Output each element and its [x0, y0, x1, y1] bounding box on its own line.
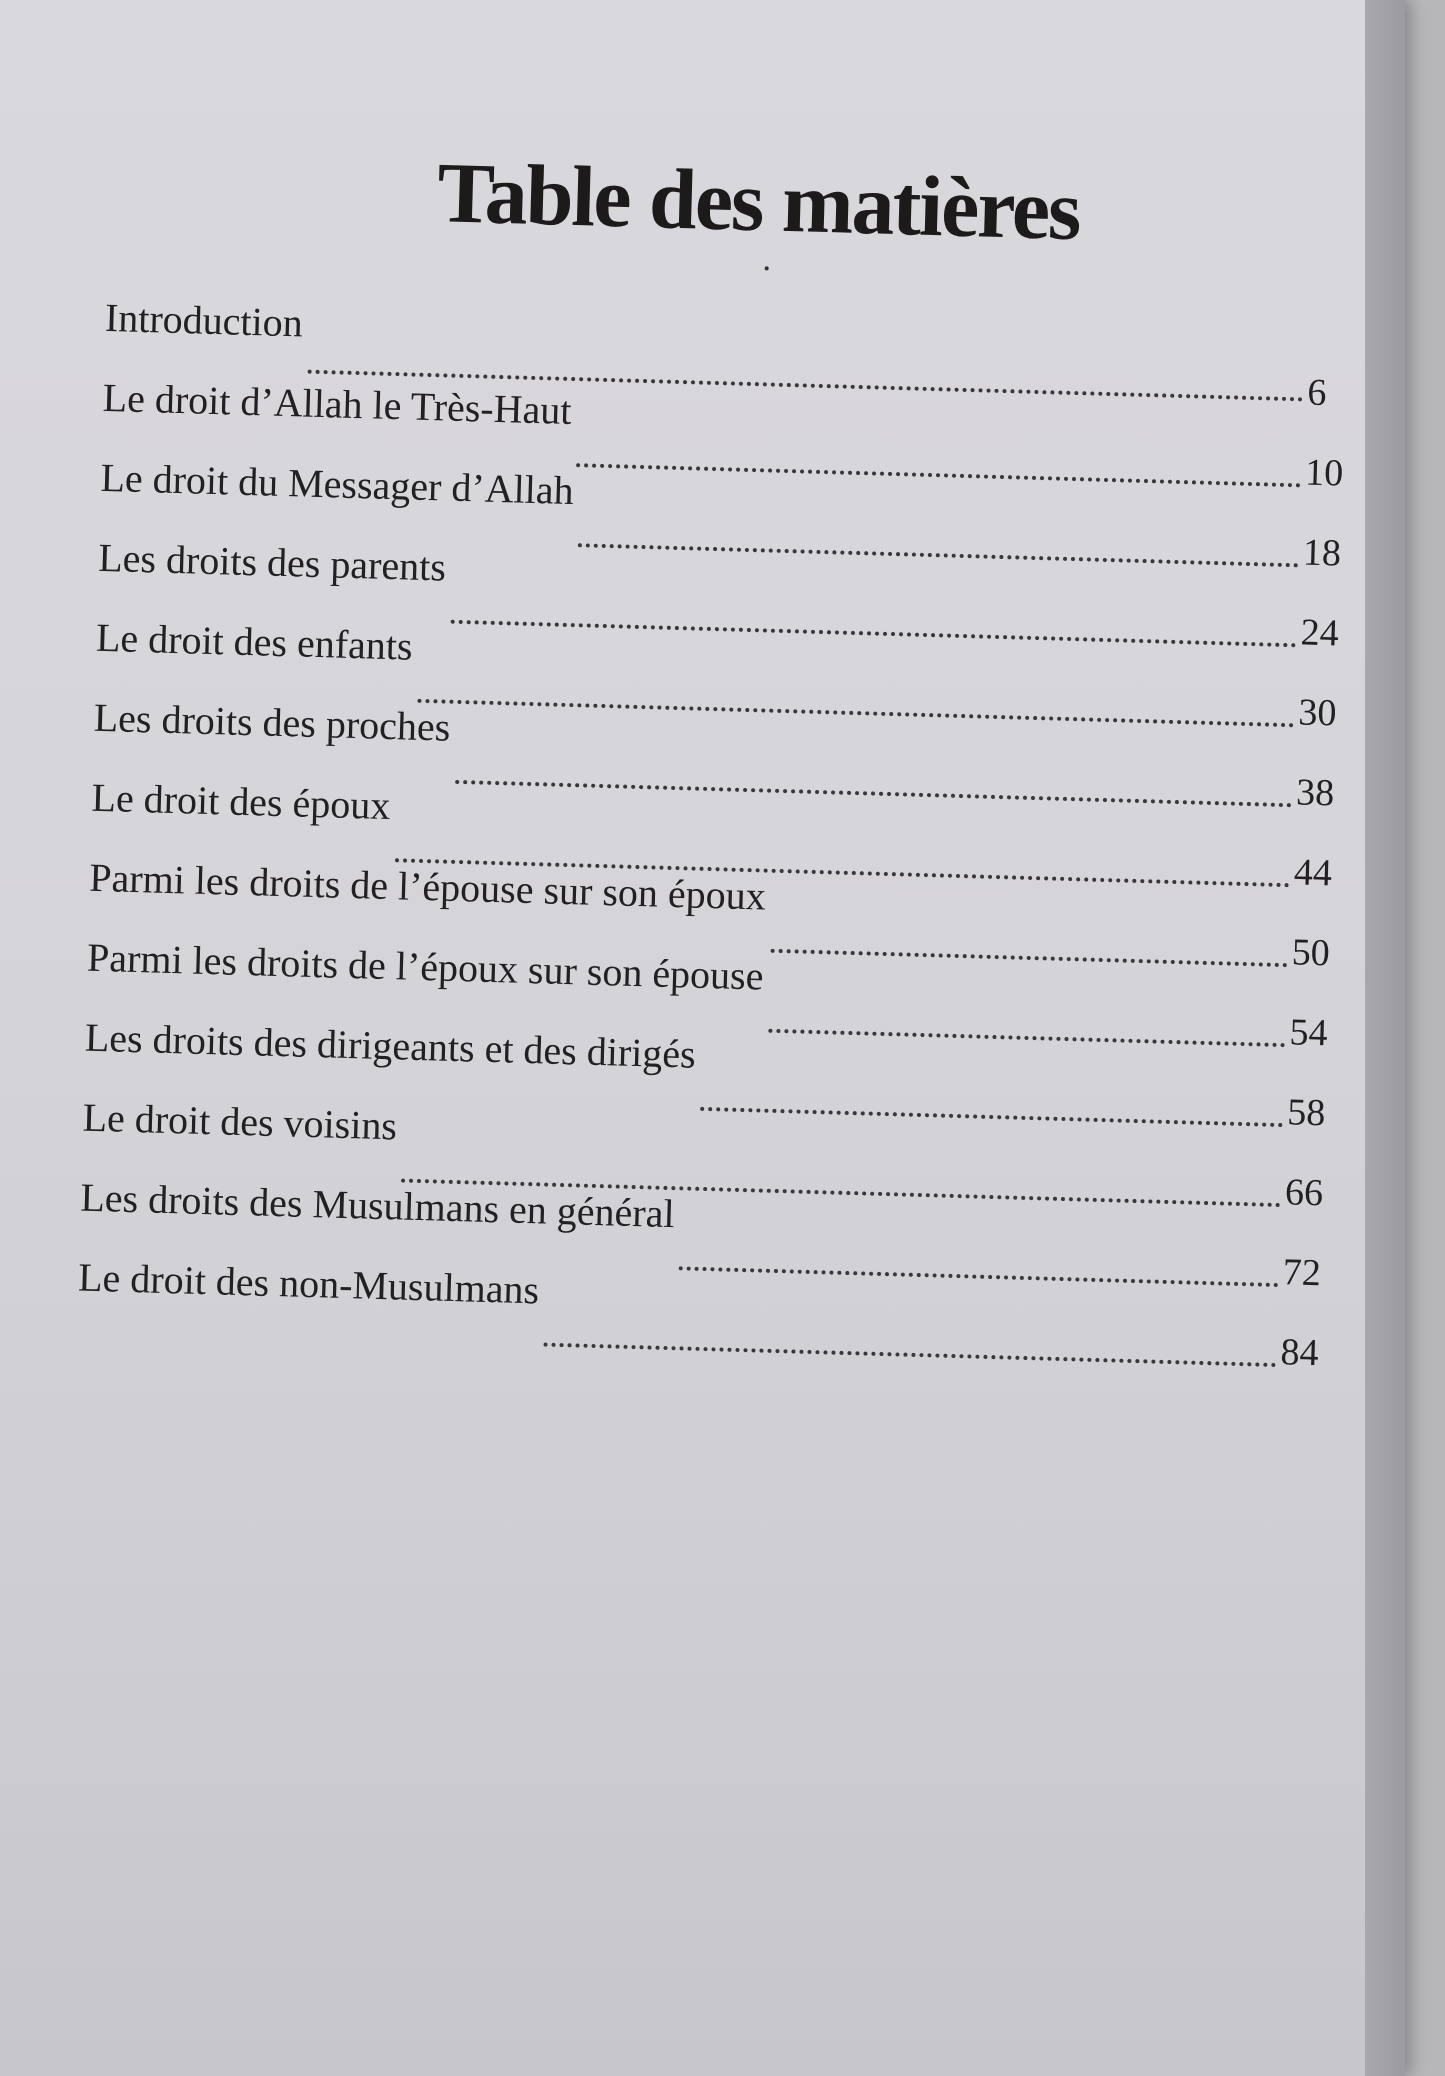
toc-entry-page-number: 54	[1288, 1011, 1329, 1055]
toc-entry-label: Introduction	[104, 294, 304, 346]
page-content	[77, 140, 1405, 1375]
toc-entry-label: Les droits des Musulmans en général	[79, 1174, 676, 1237]
page-title: Table des matières	[436, 144, 1081, 259]
print-mark	[765, 266, 769, 270]
toc-entry-label: Le droit des époux	[91, 774, 391, 829]
dot-leader	[544, 1343, 1277, 1367]
toc-entry-page-number: 18	[1302, 531, 1342, 575]
toc-entry-label: Les droits des dirigeants et des dirigés	[84, 1014, 697, 1077]
toc-entry-page-number: 10	[1304, 451, 1344, 495]
toc-entry-page-number: 38	[1295, 771, 1335, 815]
toc-entry-label: Les droits des parents	[97, 534, 447, 590]
toc-entry-page-number: 6	[1306, 371, 1327, 415]
toc-entry-page-number: 50	[1291, 931, 1331, 975]
toc-entry-page-number: 24	[1300, 611, 1340, 655]
toc-entry-label: Parmi les droits de l’époux sur son épouse	[86, 934, 765, 999]
toc-entry-page-number: 58	[1286, 1091, 1326, 1135]
toc-entry-label: Le droit des enfants	[95, 614, 414, 669]
toc-entry-page-number: 72	[1282, 1251, 1322, 1295]
toc-entry-label: Le droit des voisins	[82, 1094, 398, 1149]
toc-entry-label: Le droit d’Allah le Très-Haut	[102, 374, 573, 433]
toc-entry-label: Le droit du Messager d’Allah	[99, 454, 575, 514]
toc-entry-page-number: 66	[1284, 1171, 1324, 1215]
toc-entry-label: Les droits des proches	[93, 694, 451, 750]
toc-entry-page-number: 44	[1293, 851, 1333, 895]
toc-entry-page-number: 30	[1297, 691, 1338, 735]
toc-entry-label: Parmi les droits de l’épouse sur son époux	[88, 854, 767, 919]
toc-entry-page-number: 84	[1280, 1331, 1320, 1375]
table-of-contents	[77, 294, 1366, 1375]
toc-entry-label: Le droit des non-Musulmans	[77, 1254, 540, 1313]
